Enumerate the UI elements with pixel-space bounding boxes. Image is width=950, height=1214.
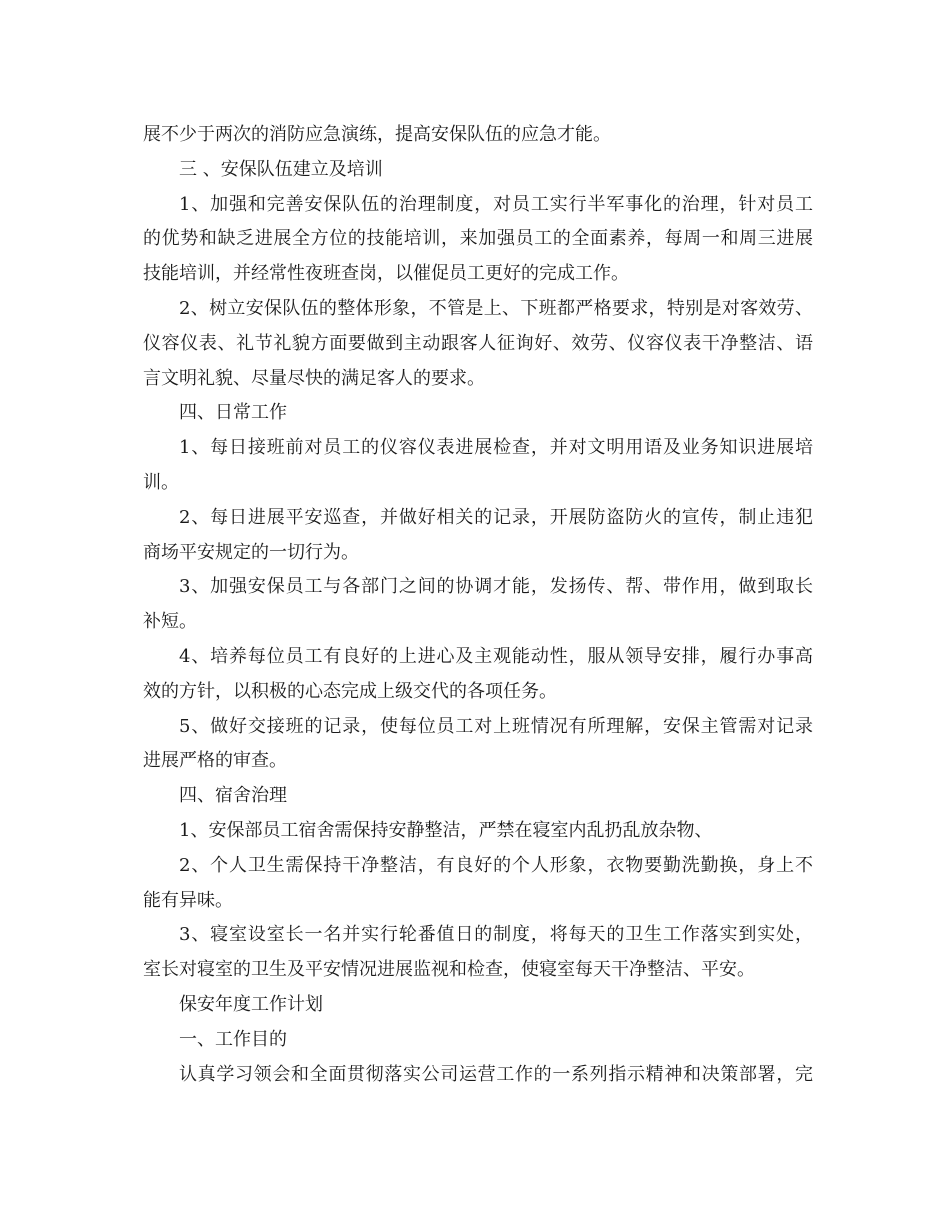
paragraph-line: 能有异味。	[143, 889, 233, 911]
paragraph-line: 2、每日进展平安巡查，并做好相关的记录，开展防盗防火的宣传，制止违犯	[179, 506, 813, 528]
paragraph-line: 补短。	[143, 611, 197, 633]
paragraph-line: 训。	[143, 471, 179, 493]
section-heading: 三 、安保队伍建立及培训	[179, 158, 383, 180]
paragraph-line: 3、寝室设室长一名并实行轮番值日的制度，将每天的卫生工作落实到实处，	[179, 924, 813, 946]
paragraph-line: 的优势和缺乏进展全方位的技能培训，来加强员工的全面素养，每周一和周三进展	[143, 228, 813, 250]
section-heading: 保安年度工作计划	[179, 993, 323, 1015]
paragraph-line: 进展严格的审查。	[143, 750, 287, 772]
paragraph-line: 言文明礼貌、尽量尽快的满足客人的要求。	[143, 367, 485, 389]
paragraph-line: 技能培训，并经常性夜班查岗，以催促员工更好的完成工作。	[143, 263, 629, 285]
paragraph-line: 认真学习领会和全面贯彻落实公司运营工作的一系列指示精神和决策部署，完	[179, 1063, 813, 1085]
paragraph-line: 5、做好交接班的记录，使每位员工对上班情况有所理解，安保主管需对记录	[179, 715, 813, 737]
paragraph-line: 仪容仪表、礼节礼貌方面要做到主动跟客人征询好、效劳、仪容仪表干净整洁、语	[143, 332, 813, 354]
paragraph-line: 室长对寝室的卫生及平安情况进展监视和检查，使寝室每天干净整洁、平安。	[143, 959, 755, 981]
paragraph-line: 1、安保部员工宿舍需保持安静整洁，严禁在寝室内乱扔乱放杂物、	[179, 819, 713, 841]
paragraph-line: 1、加强和完善安保队伍的治理制度，对员工实行半军事化的治理，针对员工	[179, 193, 813, 215]
paragraph-line: 4、培养每位员工有良好的上进心及主观能动性，服从领导安排，履行办事高	[179, 645, 813, 667]
paragraph-line: 展不少于两次的消防应急演练，提高安保队伍的应急才能。	[143, 124, 611, 145]
section-heading: 四、日常工作	[179, 402, 287, 424]
paragraph-line: 1、每日接班前对员工的仪容仪表进展检查，并对文明用语及业务知识进展培	[179, 437, 813, 459]
paragraph-line: 商场平安规定的一切行为。	[143, 541, 359, 563]
paragraph-line: 2、树立安保队伍的整体形象，不管是上、下班都严格要求，特别是对客效劳、	[179, 297, 813, 319]
paragraph-line: 3、加强安保员工与各部门之间的协调才能，发扬传、帮、带作用，做到取长	[179, 576, 813, 598]
section-heading: 四、宿舍治理	[179, 785, 287, 807]
paragraph-line: 2、个人卫生需保持干净整洁，有良好的个人形象，衣物要勤洗勤换，身上不	[179, 854, 813, 876]
paragraph-line: 效的方针，以积极的心态完成上级交代的各项任务。	[143, 680, 557, 702]
document-body	[143, 118, 813, 1092]
section-heading: 一、工作目的	[179, 1028, 287, 1050]
